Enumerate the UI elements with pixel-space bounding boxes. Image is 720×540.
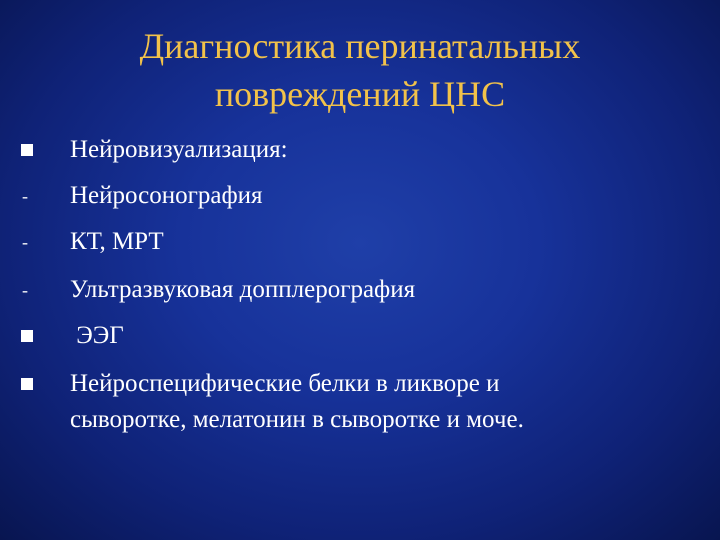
list-item-text: Нейроспецифические белки в ликворе и: [70, 370, 500, 397]
dash-bullet: -: [22, 280, 28, 300]
dash-bullet: -: [22, 232, 28, 252]
slide-title-line-1: Диагностика перинатальных: [139, 26, 581, 66]
list-item-text: Нейросонография: [70, 182, 263, 209]
list-item-text: КТ, МРТ: [70, 228, 164, 255]
list-item-text: ЭЭГ: [70, 322, 124, 349]
slide-title-line-2: повреждений ЦНС: [214, 74, 506, 114]
dash-bullet: -: [22, 186, 28, 206]
list-item-text-line-2: сыворотке, мелатонин в сыворотке и моче.: [70, 406, 524, 433]
list-item-text: Нейровизуализация:: [70, 136, 288, 163]
list-item-text: Ультразвуковая допплерография: [70, 276, 416, 303]
slide-title: [40, 22, 680, 118]
